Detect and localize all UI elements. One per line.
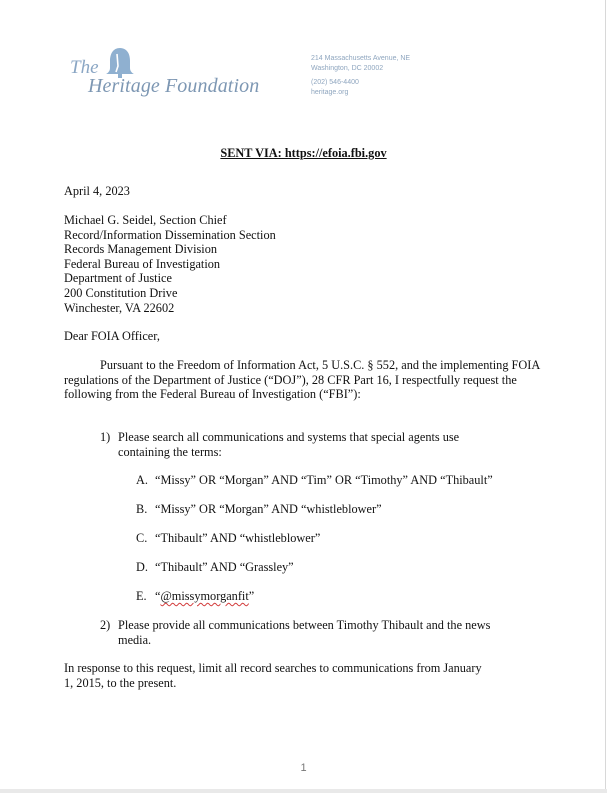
recipient-line: Winchester, VA 22602 [64,300,175,315]
list-number: 2) [100,618,111,632]
term-text: “Thibault” AND “Grassley” [155,560,294,574]
term-text: “Missy” OR “Morgan” AND “Tim” OR “Timothy” AND “Thibault” [155,473,493,487]
closing-line1: In response to this request, limit all record searches to communications from January [64,661,482,675]
spellcheck-flagged-handle: @missymorganfit [160,589,249,603]
address-phone: (202) 546-4400 [311,79,359,86]
item1-line1: Please search all communications and systems that special agents use [118,430,460,444]
recipient-line: 200 Constitution Drive [64,286,178,300]
recipient-line: Records Management Division [64,242,217,257]
quote-open: “ [155,589,161,603]
term-text [155,589,254,604]
page-bottom-edge [0,789,607,793]
page-number: 1 [300,762,307,774]
term-label: B. [136,502,148,516]
recipient-line: Record/Information Dissemination Section [64,227,276,242]
address-city: Washington, DC 20002 [311,64,384,72]
letterhead-address [311,54,410,97]
quote-close: ” [248,589,255,603]
item2-line1: Please provide all communications between Timothy Thibault and the news [118,618,491,632]
item2-line2: media. [118,632,152,647]
term-label: E. [136,589,147,603]
logo-the: The [70,57,99,78]
term-text: “Missy” OR “Morgan” AND “whistleblower” [155,502,382,516]
term-label: A. [136,473,148,487]
intro-paragraph: Pursuant to the Freedom of Information Act, 5 U.S.C. § 552, and the implementing FOIA regulations of the Department of Justice (“DOJ”), 28 CFR Part 16, I respectfully request the following from the Federal Bureau of Investigation (“FBI”): [64,358,540,402]
recipient-line: Federal Bureau of Investigation [64,256,221,271]
term-label: D. [136,560,148,574]
term-label: C. [136,531,148,545]
address-street: 214 Massachusetts Avenue, NE [311,55,411,62]
item1-line2: containing the terms: [118,444,222,459]
recipient-line: Department of Justice [64,271,172,286]
logo-foundation-name: Heritage Foundation [88,75,260,97]
closing-line2: 1, 2015, to the present. [64,675,177,690]
letter-date: April 4, 2023 [64,184,130,198]
recipient-line: Michael G. Seidel, Section Chief [64,213,227,227]
list-number: 1) [100,430,111,444]
salutation: Dear FOIA Officer, [64,329,160,343]
term-text: “Thibault” AND “whistleblower” [155,531,321,545]
address-website: heritage.org [311,88,349,96]
sent-via-line: SENT VIA: https://efoia.fbi.gov [220,146,387,160]
